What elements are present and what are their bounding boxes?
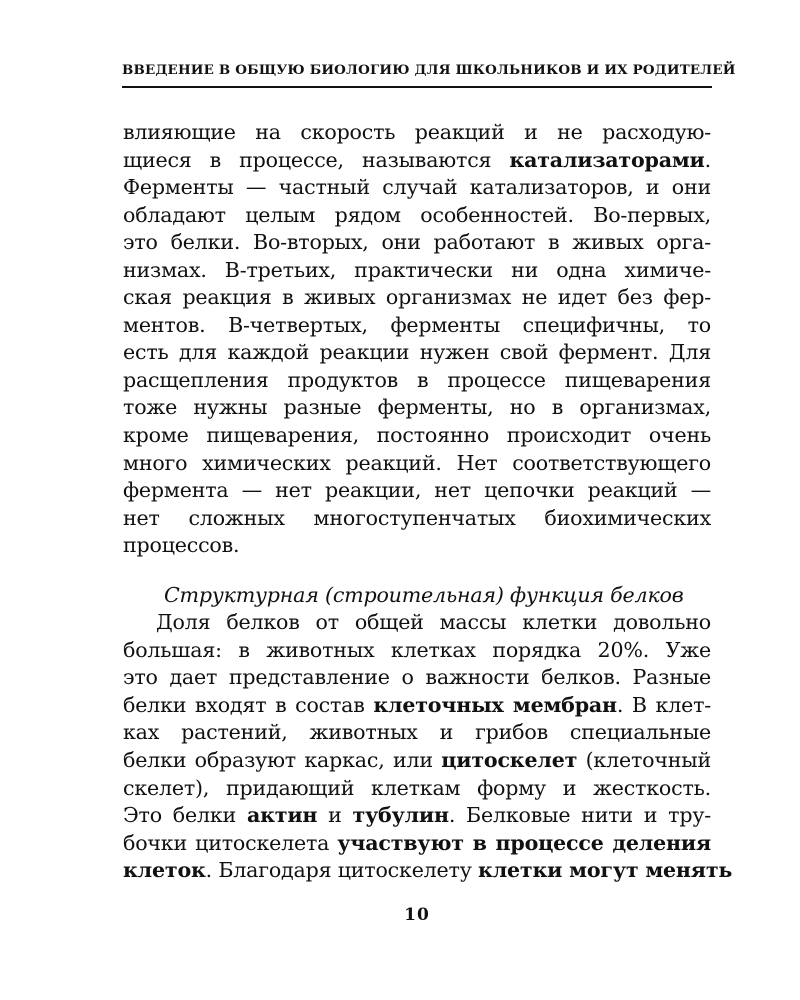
text-line: низмах. В-третьих, практически ни одна химиче-: [123, 257, 711, 282]
text-line: это белки. Во-вторых, они работают в живых орга-: [123, 230, 711, 255]
text-line: кроме пищеварения, постоянно происходит очень: [123, 423, 711, 448]
term-cell-division: участвуют в процессе деления: [337, 830, 711, 855]
text-line: белки образуют каркас, или цитоскелет (клеточный: [123, 748, 711, 773]
text-line: обладают целым рядом особенностей. Во-первых,: [123, 202, 711, 227]
term-catalysts: катализаторами: [509, 147, 705, 172]
text-line: процессов.: [123, 533, 240, 558]
text-line: Ферменты — частный случай катализаторов, и они: [123, 175, 711, 200]
header-rule: [122, 86, 712, 88]
page-number: 10: [404, 905, 430, 925]
running-head: ВВЕДЕНИЕ В ОБЩУЮ БИОЛОГИЮ ДЛЯ ШКОЛЬНИКОВ И ИХ РОДИТЕЛЕЙ: [122, 62, 736, 78]
text-line: много химических реакций. Нет соответствующего: [123, 450, 711, 475]
text-line: расщепления продуктов в процессе пищеварения: [123, 367, 711, 392]
paragraph-gap: [123, 560, 711, 582]
text-line: влияющие на скорость реакций и не расходую-: [123, 120, 711, 144]
text-line: Доля белков от общей массы клетки довольно: [156, 610, 711, 635]
text-line: клеток. Благодаря цитоскелету клетки могут менять: [123, 858, 733, 883]
page-body: [123, 119, 733, 885]
text-line: это дает представление о важности белков. Разные: [123, 665, 711, 690]
text-line: белки входят в состав клеточных мембран. В клет-: [123, 692, 712, 717]
term-tubulin: тубулин: [352, 803, 449, 828]
text-line: бочки цитоскелета участвуют в процессе деления: [123, 830, 711, 855]
text-line: ская реакция в живых организмах не идет без фер-: [123, 285, 711, 310]
text-line: скелет), придающий клеткам форму и жесткость.: [123, 775, 711, 800]
section-heading: Структурная (строительная) функция белков: [164, 582, 684, 607]
term-actin: актин: [246, 803, 318, 828]
text-line: большая: в животных клетках порядка 20%. Уже: [123, 637, 711, 662]
text-line: фермента — нет реакции, нет цепочки реакций —: [123, 478, 711, 503]
term-cell-membranes: клеточных мембран: [373, 692, 617, 717]
text-line: щиеся в процессе, называются катализаторами.: [123, 147, 711, 172]
term-cytoskeleton: цитоскелет: [441, 748, 578, 773]
text-line: тоже нужны разные ферменты, но в организмах,: [123, 395, 711, 420]
text-line: нет сложных многоступенчатых биохимических: [123, 505, 711, 530]
text-line: есть для каждой реакции нужен свой фермент. Для: [123, 340, 711, 365]
term-cells: клеток: [123, 858, 206, 883]
text-line: ментов. В-четвертых, ферменты специфичны, то: [123, 312, 711, 337]
text-line: ках растений, животных и грибов специальные: [123, 720, 711, 745]
text-line: Это белки актин и тубулин. Белковые нити и тру-: [123, 803, 712, 828]
term-cells-can-change: клетки могут менять: [478, 858, 733, 883]
